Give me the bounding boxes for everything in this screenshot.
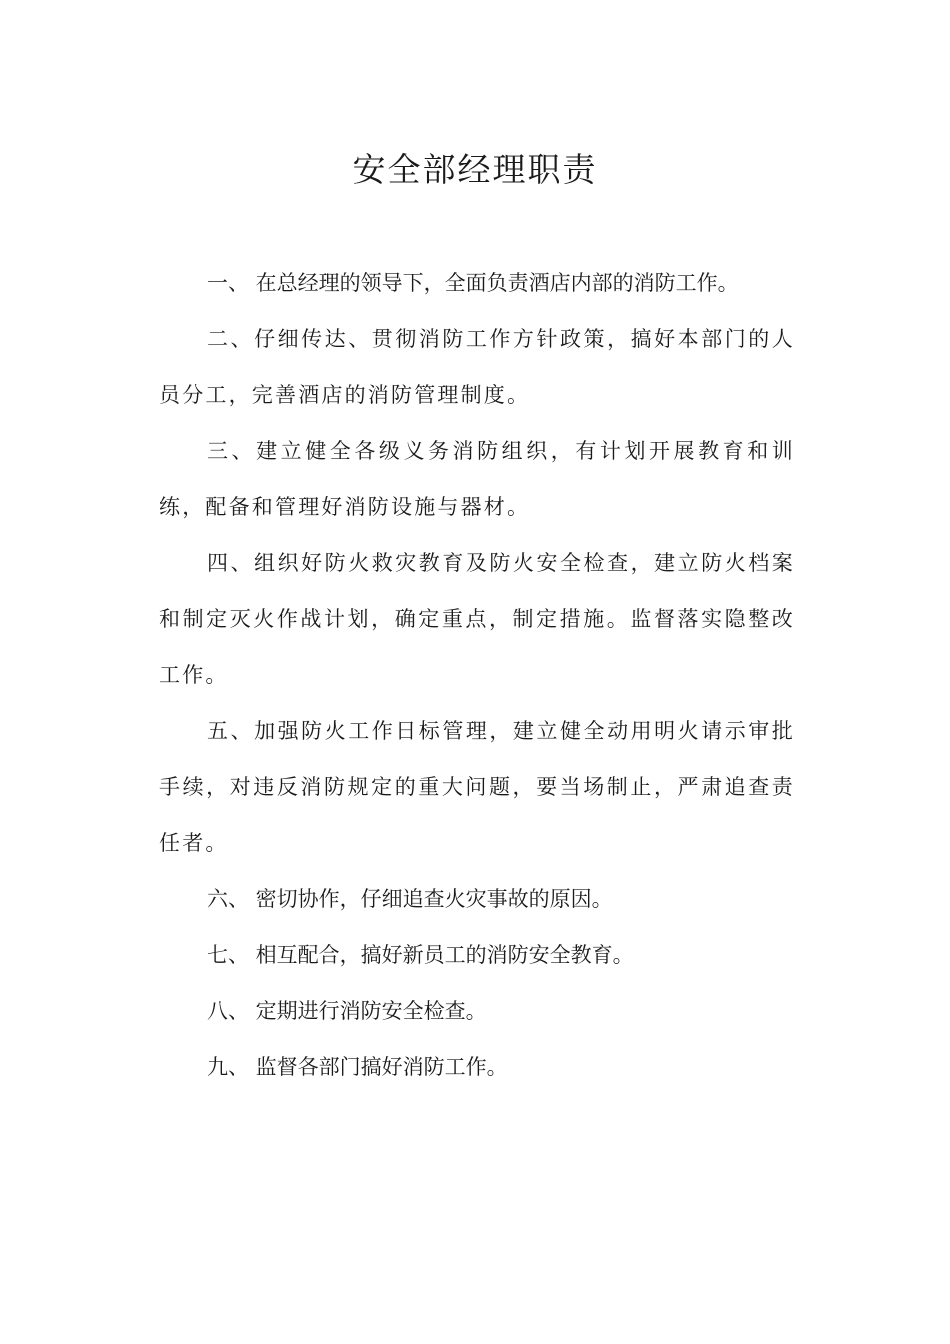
duty-item-1: 一、 在总经理的领导下，全面负责酒店内部的消防工作。 [207, 271, 739, 295]
document-title: 安全部经理职责 [352, 150, 598, 189]
duty-item-8: 八、 定期进行消防安全检查。 [207, 999, 487, 1023]
duty-item-3: 三、建立健全各级义务消防组织，有计划开展教育和训练，配备和管理好消防设施与器材。 [159, 439, 795, 519]
duty-item-6: 六、 密切协作，仔细追查火灾事故的原因。 [207, 887, 613, 911]
duty-item-9: 九、 监督各部门搞好消防工作。 [207, 1055, 508, 1079]
duty-item-4: 四、组织好防火救灾教育及防火安全检查，建立防火档案和制定灭火作战计划，确定重点，制定措施。监督落实隐整改工作。 [159, 551, 795, 687]
duty-item-7: 七、 相互配合，搞好新员工的消防安全教育。 [207, 943, 634, 967]
duty-item-2: 二、仔细传达、贯彻消防工作方针政策，搞好本部门的人员分工，完善酒店的消防管理制度。 [159, 327, 795, 407]
duty-item-5: 五、加强防火工作日标管理，建立健全动用明火请示审批手续，对违反消防规定的重大问题，要当场制止，严肃追查责任者。 [159, 719, 795, 855]
document-body [159, 255, 795, 1095]
